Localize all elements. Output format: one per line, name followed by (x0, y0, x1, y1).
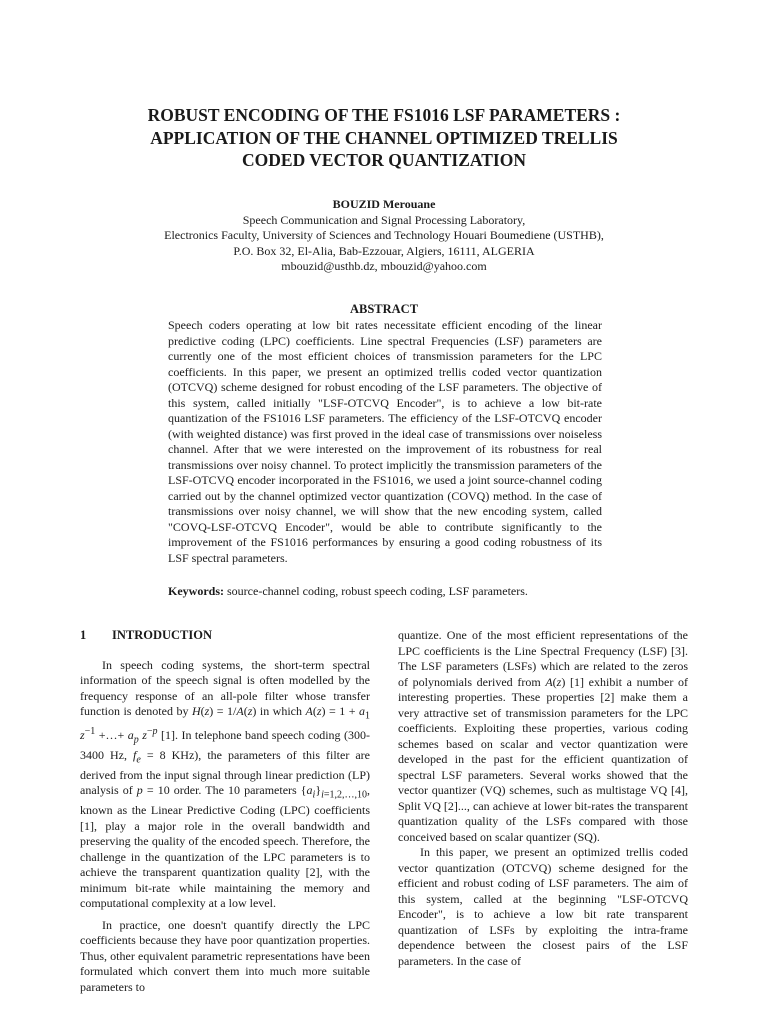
affiliation-line-3: P.O. Box 32, El-Alia, Bab-Ezzouar, Algiers, 16111, ALGERIA (233, 243, 535, 258)
intro-paragraph-1: In speech coding systems, the short-term spectral information of the speech signal is often modelled by the frequency response of an all-pole filter whose transfer function is denoted by H(z) = 1/A(z) in which $A(z) = 1 + a_1$ $z^{-1}$ +…+ $a_p$ $z^{-p}$ [1]. In telephone band speech coding (300-3400 Hz, $f_e = 8$ KHz), the parameters of this filter are derived from the input signal through linear prediction (LP) analysis of p = 10 order. The 10 parameters $\{a_i\}_{i=1,2,\dots,10}$, known as the Linear Predictive Coding (LPC) coefficients [1], play a major role in the overall bandwidth and preserving the quality of the encoded speech. Therefore, the challenge in the quantization of the LPC parameters is to achieve the transparent quantization quality [2], with the minimum bit-rate while maintaining the memory and computational complexity at a low level. (80, 657, 371, 911)
right-column (398, 628, 688, 969)
paper-title (100, 104, 668, 172)
keywords-text: source-channel coding, robust speech coding, LSF parameters. (224, 584, 528, 598)
author-emails: mbouzid@usthb.dz, mbouzid@yahoo.com (281, 259, 487, 273)
abstract-text: Speech coders operating at low bit rates necessitate efficient encoding of the linear predictive coding (LPC) coefficients. Line spectral Frequencies (LSF) parameters are currently one of the most efficient choices of transmission parameters for the LPC coefficients. In this paper, we present an optimized trellis coded vector quantization (OTCVQ) scheme designed for robust encoding of the LSF parameters. The objective of this system, called initially "LSF-OTCVQ Encoder", is to achieve a low bit-rate quantization of the FS1016 LSF parameters. The efficiency of the LSF-OTCVQ encoder (with weighted distance) was first proved in the ideal case of transmissions over noiseless channel. After that we were interested on the improvement of its robustness for real transmissions over noisy channel. To protect implicitly the transmission parameters of the LSF-OTCVQ encoder incorporated in the FS1016, we used a joint source-channel coding carried out by the channel optimized vector quantization (COVQ) method. In the case of transmissions over noisy channel, we will show that the new encoding system, called "COVQ-LSF-OTCVQ Encoder", would be able to contribute significantly to the improvement of the FS1016 performances by ensuring a good coding robustness of its LSF spectral parameters. (168, 318, 602, 565)
title-line-2: APPLICATION OF THE CHANNEL OPTIMIZED TRELLIS (150, 127, 618, 148)
left-column (80, 628, 370, 995)
title-line-1: ROBUST ENCODING OF THE FS1016 LSF PARAMETERS : (147, 105, 621, 125)
affiliation-line-2: Electronics Faculty, University of Sciences and Technology Houari Boumediene (USTHB), (164, 228, 604, 242)
keywords-label: Keywords: (168, 584, 224, 598)
section-number: 1 (80, 628, 87, 642)
section-title: INTRODUCTION (112, 628, 213, 642)
intro-paragraph-3: quantize. One of the most efficient representations of the LPC coefficients is the Line Spectral Frequency (LSF) [3]. The LSF parameters (LSFs) which are related to the zeros of polynomials derived from A(z) [1] exhibit a number of interesting properties. These properties [2] make them a very attractive set of transmission parameters for the LPC coefficients. Exploiting these properties, various coding schemes based on scalar and vector quantization were developed in the past for the efficient quantization of spectral LSF parameters. Several works showed that the vector quantizer (VQ) schemes, such as multistage VQ [4], Split VQ [2]..., can achieve at lower bit-rates the transparent quantization quality of the LSFs compared with those conceived based on scalar quantizer (SQ). (398, 628, 688, 844)
keywords (168, 584, 608, 599)
intro-paragraph-4: In this paper, we present an optimized trellis coded vector quantization (OTCVQ) scheme designed for the efficient and robust coding of LSF parameters. The aim of this system, called at the beginning "LSF-OTCVQ Encoder", is to achieve a low bit rate transparent quantization of LSFs by exploiting the intra-frame dependence between the closest pairs of the LSF parameters. In the case of (398, 845, 688, 968)
author-name: BOUZID Merouane (332, 197, 436, 211)
section-heading (80, 628, 370, 644)
abstract-heading: ABSTRACT (349, 302, 419, 316)
intro-paragraph-2: In practice, one doesn't quantify directly the LPC coefficients because they have poor quantization properties. Thus, other equivalent parametric representations have been formulated which convert them into much more suitable parameters to (80, 917, 370, 994)
title-line-3: CODED VECTOR QUANTIZATION (242, 150, 526, 170)
author-block (60, 197, 708, 275)
affiliation-line-1: Speech Communication and Signal Processing Laboratory, (242, 212, 526, 227)
